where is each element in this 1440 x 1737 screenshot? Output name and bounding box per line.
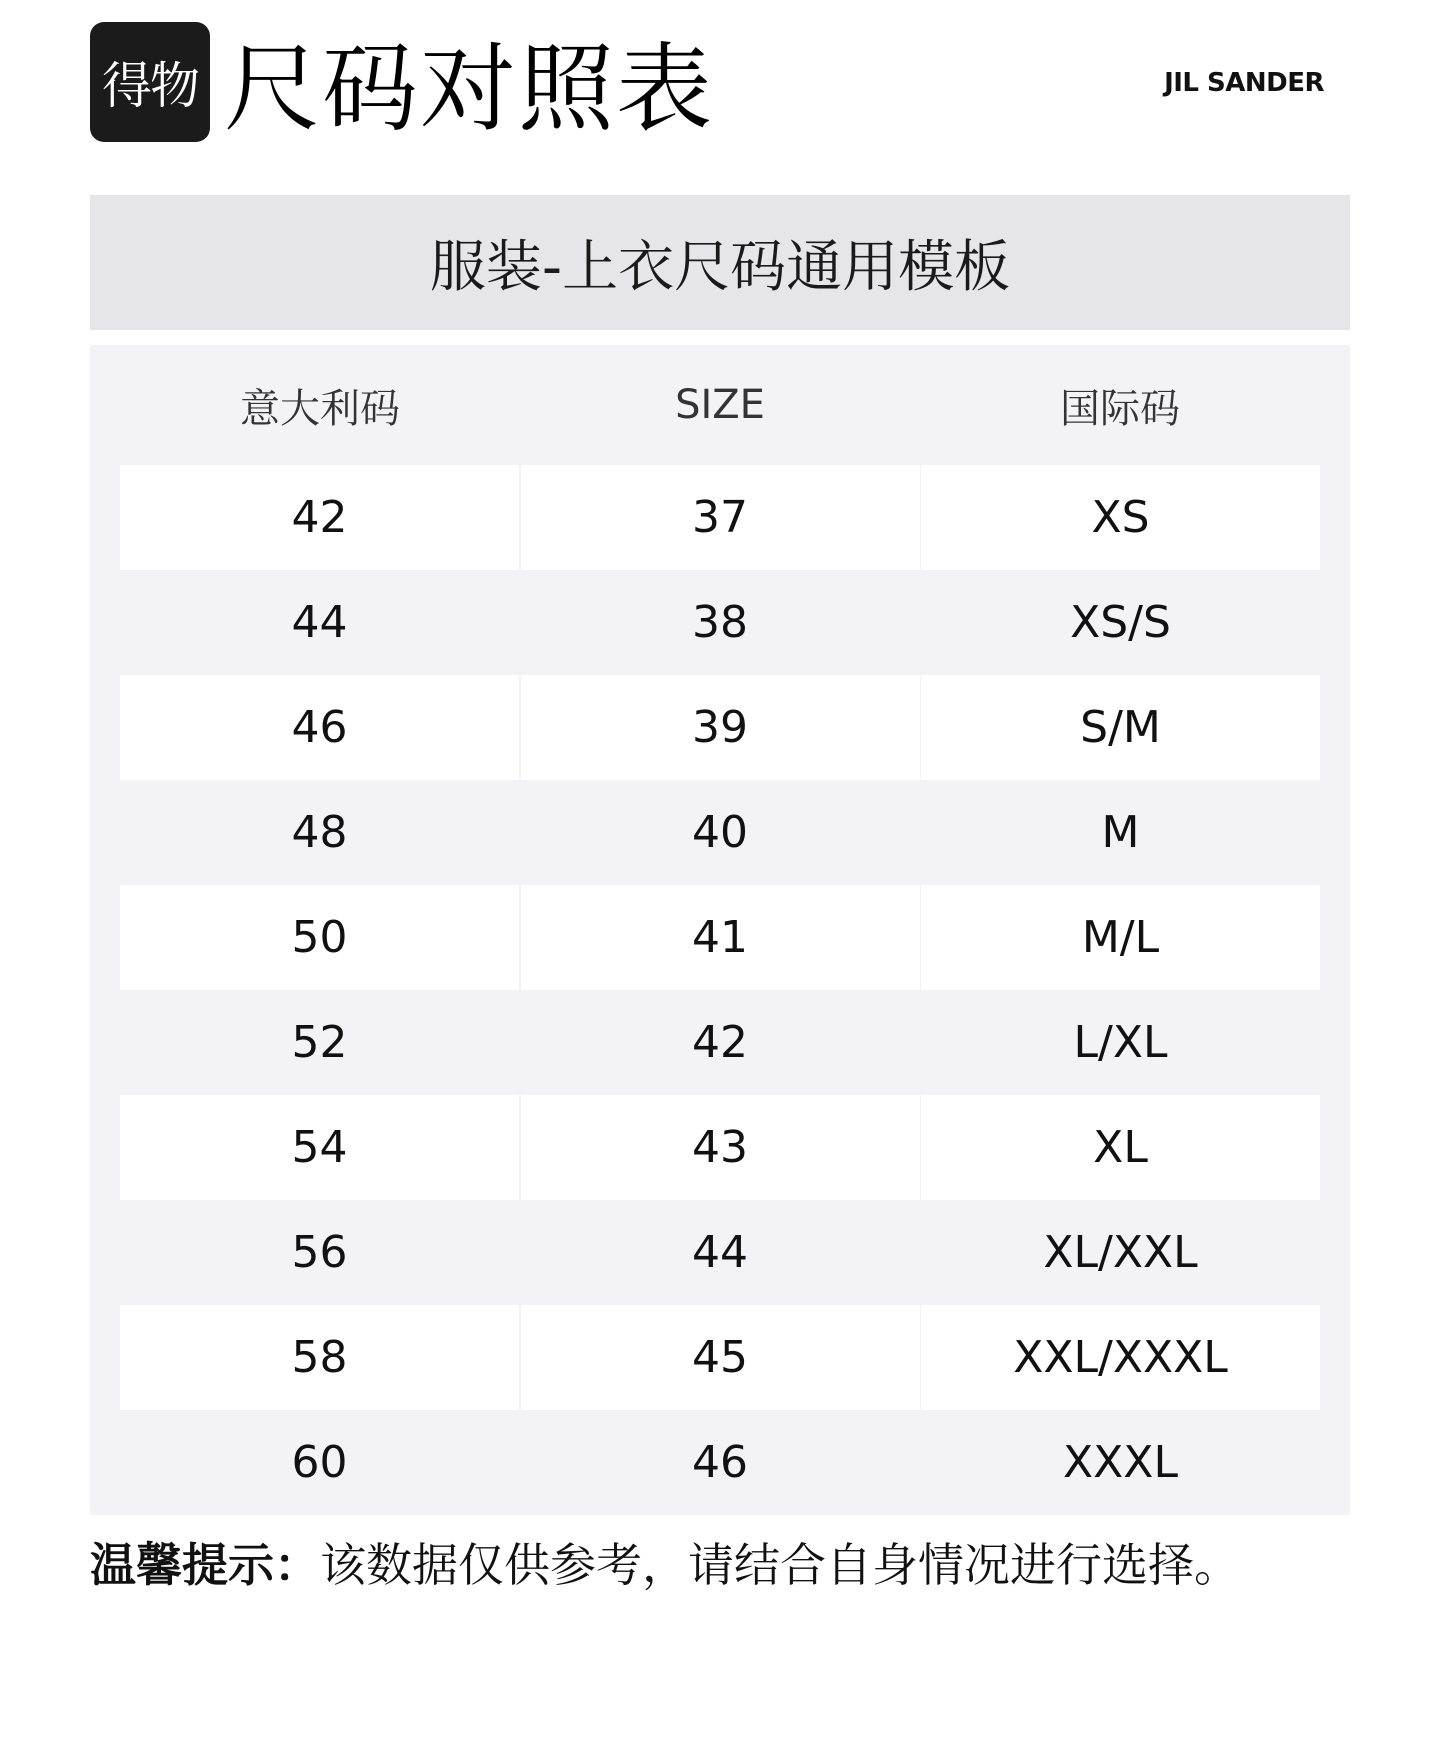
table-cell: XXL/XXXL: [921, 1305, 1320, 1410]
dewu-logo-text: 得物: [102, 57, 198, 115]
table-cell: XXXL: [1063, 1437, 1178, 1488]
table-cell: 43: [521, 1095, 920, 1200]
header: [90, 22, 1350, 152]
table-row: [120, 990, 1320, 1095]
table-cell: XS/S: [1070, 597, 1171, 648]
table-cell: 40: [692, 807, 748, 858]
column-header-size: SIZE: [675, 382, 765, 428]
template-band: [90, 195, 1350, 330]
table-cell: XL/XXL: [1043, 1227, 1198, 1278]
table-row: [120, 675, 1320, 780]
table-row: [120, 885, 1320, 990]
dewu-logo: [90, 22, 210, 142]
table-row: [120, 780, 1320, 885]
table-row: [120, 465, 1320, 570]
table-cell: M: [1101, 807, 1140, 858]
table-cell: 56: [291, 1227, 348, 1278]
table-row: [120, 1200, 1320, 1305]
column-header-italian-size: 意大利码: [240, 385, 400, 432]
table-cell: 38: [692, 597, 748, 648]
table-cell: 41: [521, 885, 920, 990]
table-cell: 50: [120, 885, 519, 990]
table-cell: M/L: [921, 885, 1320, 990]
table-cell: 48: [291, 807, 348, 858]
table-cell: 42: [692, 1017, 748, 1068]
table-cell: L/XL: [1073, 1017, 1168, 1068]
table-cell: 39: [521, 675, 920, 780]
table-row: [120, 570, 1320, 675]
tip-text: 该数据仅供参考，请结合自身情况进行选择。: [320, 1538, 1240, 1592]
table-header-row: [120, 345, 1320, 465]
table-cell: 52: [291, 1017, 348, 1068]
table-cell: 44: [291, 597, 348, 648]
table-row: [120, 1095, 1320, 1200]
table-cell: 42: [120, 465, 519, 570]
column-header-international-size: 国际码: [1060, 385, 1180, 432]
page-title: 尺码对照表: [224, 33, 714, 145]
size-table: [90, 345, 1350, 1515]
table-cell: 46: [692, 1437, 748, 1488]
table-cell: 37: [521, 465, 920, 570]
table-cell: 44: [692, 1227, 748, 1278]
table-row: [120, 1305, 1320, 1410]
table-cell: 54: [120, 1095, 519, 1200]
table-cell: XL: [921, 1095, 1320, 1200]
table-cell: 60: [291, 1437, 348, 1488]
table-cell: 58: [120, 1305, 519, 1410]
table-cell: 46: [120, 675, 519, 780]
table-cell: 45: [521, 1305, 920, 1410]
table-cell: XS: [921, 465, 1320, 570]
tip-note: [90, 1530, 1350, 1600]
brand-logo: JIL SANDER: [1164, 68, 1324, 98]
template-title: 服装-上衣尺码通用模板: [429, 234, 1011, 300]
table-row: [120, 1410, 1320, 1515]
table-cell: S/M: [921, 675, 1320, 780]
tip-label: 温馨提示：: [90, 1538, 320, 1592]
table-body: [120, 465, 1320, 1515]
